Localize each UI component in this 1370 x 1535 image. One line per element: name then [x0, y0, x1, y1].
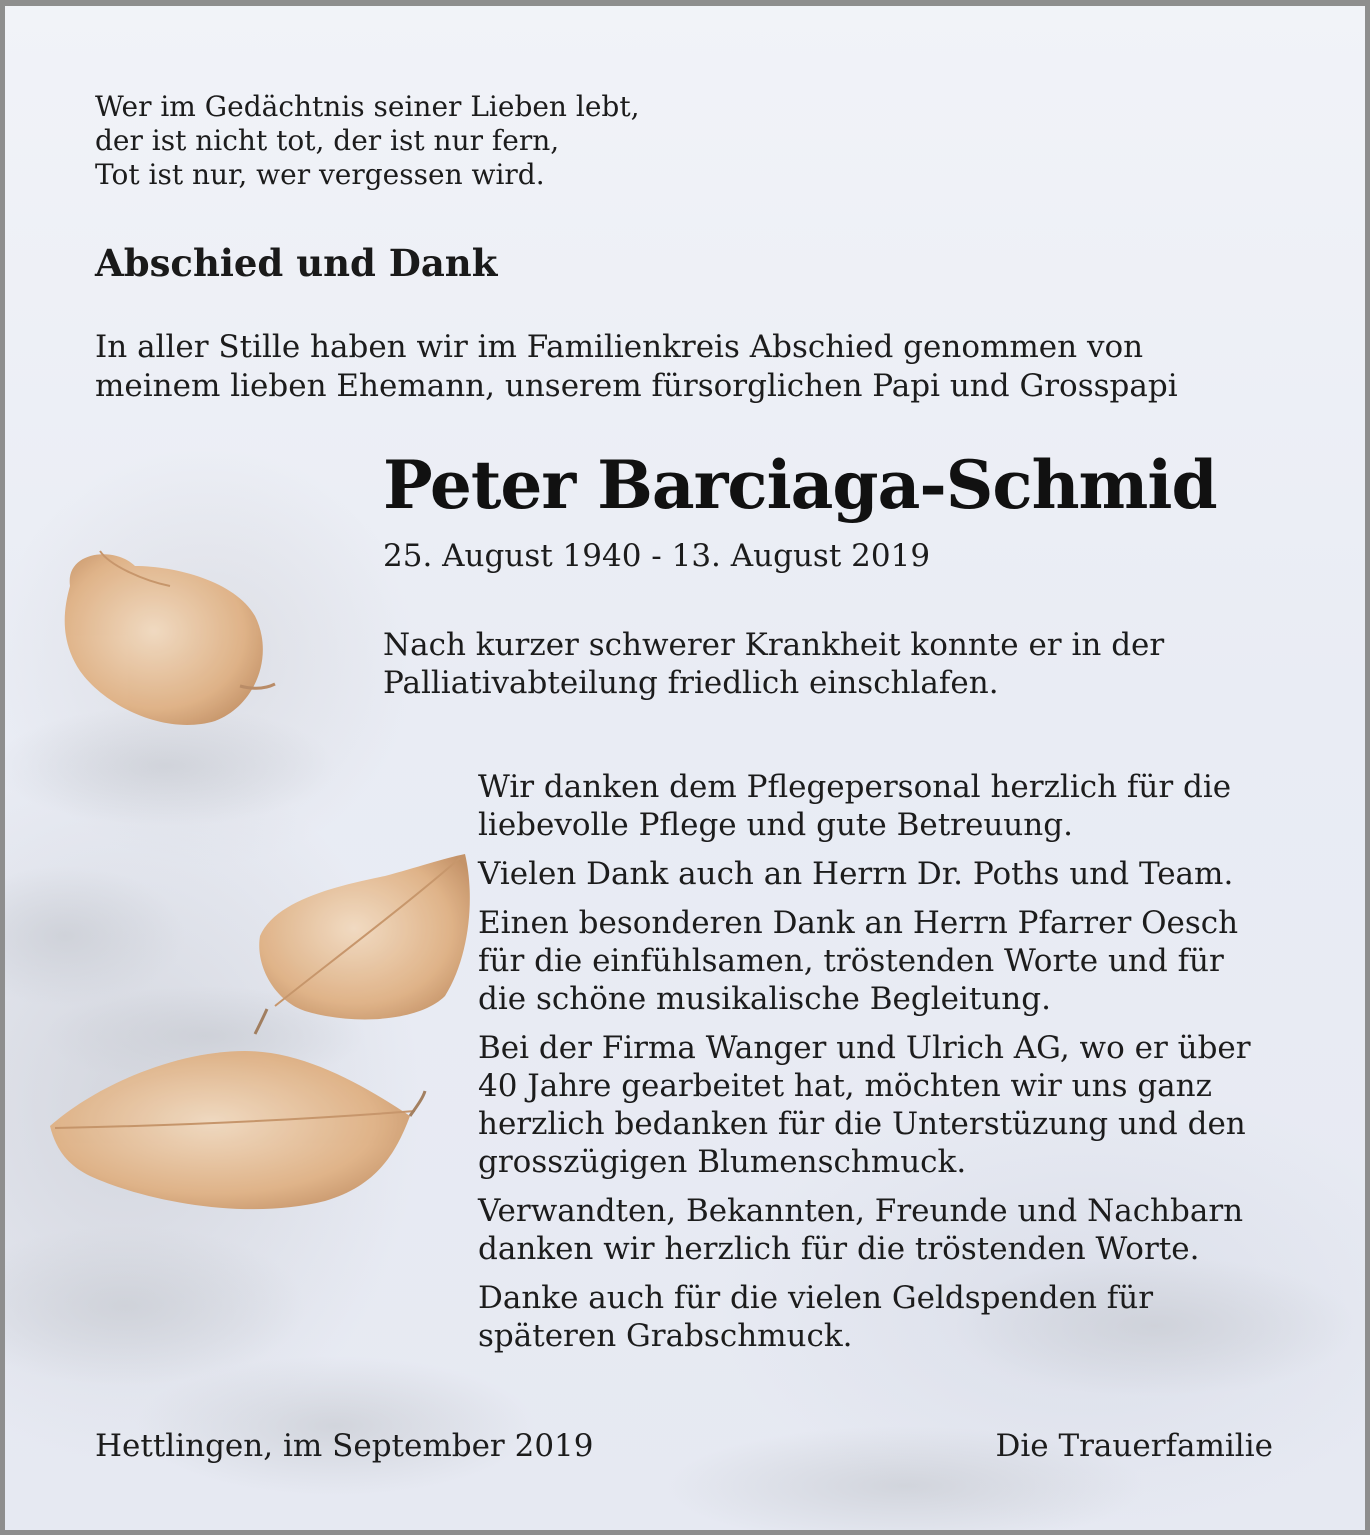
life-dates: 25. August 1940 - 13. August 2019: [383, 538, 931, 574]
intro-paragraph: [95, 328, 1178, 406]
thanks-line: für die einfühlsamen, tröstenden Worte und für: [478, 943, 1224, 979]
thanks-paragraph: [478, 768, 1251, 844]
illness-paragraph: [383, 626, 1164, 702]
thanks-section: [478, 768, 1251, 1366]
intro-line: In aller Stille haben wir im Familienkreis Abschied genommen von: [95, 329, 1144, 365]
leaf-illustration: [65, 551, 275, 725]
thanks-paragraph: [478, 1192, 1251, 1268]
thanks-line: Wir danken dem Pflegepersonal herzlich für die: [478, 769, 1232, 805]
signature: Die Trauerfamilie: [995, 1428, 1273, 1464]
thanks-line: 40 Jahre gearbeitet hat, möchten wir uns ganz: [478, 1068, 1212, 1104]
illness-line: Palliativabteilung friedlich einschlafen.: [383, 665, 999, 701]
thanks-paragraph: [478, 904, 1251, 1018]
thanks-line: die schöne musikalische Begleitung.: [478, 981, 1051, 1017]
thanks-line: grosszügigen Blumenschmuck.: [478, 1144, 967, 1180]
thanks-line: herzlich bedanken für die Unterstüzung und den: [478, 1106, 1246, 1142]
thanks-paragraph: [478, 855, 1251, 893]
thanks-line: danken wir herzlich für die tröstenden Worte.: [478, 1231, 1200, 1267]
thanks-line: Einen besonderen Dank an Herrn Pfarrer Oesch: [478, 905, 1239, 941]
motto-line: Tot ist nur, wer vergessen wird.: [95, 158, 545, 191]
illness-line: Nach kurzer schwerer Krankheit konnte er in der: [383, 627, 1165, 663]
thanks-paragraph: [478, 1029, 1251, 1181]
notice-heading: Abschied und Dank: [95, 241, 498, 285]
intro-line: meinem lieben Ehemann, unserem fürsorglichen Papi und Grosspapi: [95, 368, 1178, 404]
deceased-name: Peter Barciaga-Schmid: [383, 446, 1217, 524]
obituary-card: [5, 6, 1365, 1530]
memorial-motto: [95, 90, 639, 192]
thanks-line: liebevolle Pflege und gute Betreuung.: [478, 807, 1073, 843]
thanks-line: Vielen Dank auch an Herrn Dr. Poths und Team.: [478, 856, 1234, 892]
thanks-line: Verwandten, Bekannten, Freunde und Nachbarn: [478, 1193, 1244, 1229]
thanks-paragraph: [478, 1279, 1251, 1355]
thanks-line: Danke auch für die vielen Geldspenden für: [478, 1280, 1154, 1316]
place-and-date: Hettlingen, im September 2019: [95, 1428, 594, 1464]
motto-line: der ist nicht tot, der ist nur fern,: [95, 124, 560, 157]
thanks-line: späteren Grabschmuck.: [478, 1318, 853, 1354]
motto-line: Wer im Gedächtnis seiner Lieben lebt,: [95, 90, 640, 123]
thanks-line: Bei der Firma Wanger und Ulrich AG, wo er über: [478, 1030, 1251, 1066]
